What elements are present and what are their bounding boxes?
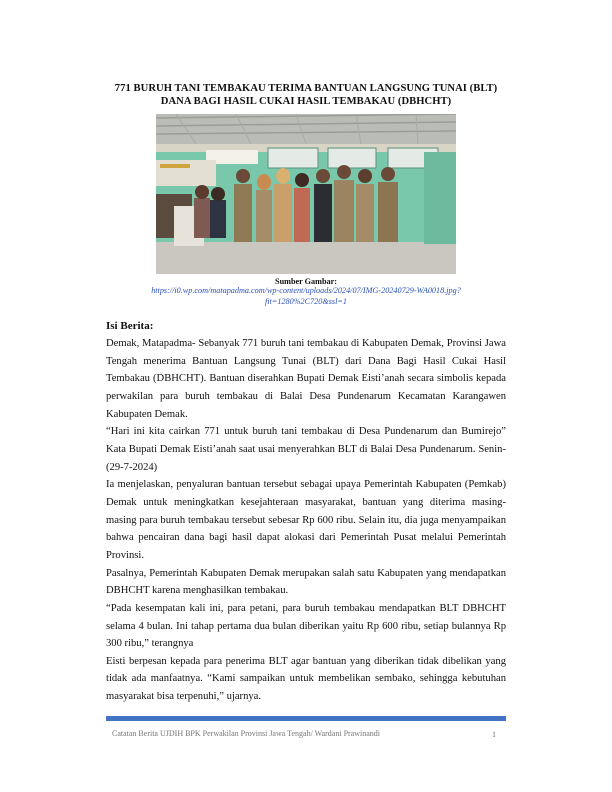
image-caption-label: Sumber Gambar: (275, 277, 337, 286)
page-number: 1 (492, 730, 496, 739)
image-source-link[interactable]: https://i0.wp.com/matapadma.com/wp-content/uploads/2024/07/IMG-20240729-WA0018.jpg?fit=1280%2C720&ssl=1 (151, 286, 461, 306)
paragraph: Pasalnya, Pemerintah Kabupaten Demak merupakan salah satu Kabupaten yang mendapatkan DBHCHT karena menghasilkan tembakau. (106, 567, 506, 597)
paragraph: “Hari ini kita cairkan 771 untuk buruh tani tembakau di Desa Pundenarum dan Bumirejo” Kata Bupati Demak Eisti’anah saat usai menyerahkan BLT di Balai Desa Pundenarum. Senin- (29-7-2024) (106, 426, 506, 473)
article-title: 771 BURUH TANI TEMBAKAU TERIMA BANTUAN LANGSUNG TUNAI (BLT) DANA BAGI HASIL CUKAI HASIL TEMBAKAU (DBHCHT) (114, 83, 498, 107)
footer-text: Catatan Berita UJDIH BPK Perwakilan Provinsi Jawa Tengah/ Wardani Prawinandi (112, 729, 381, 738)
paragraph: “Pada kesempatan kali ini, para petani, para buruh tembakau mendapatkan BLT DBHCHT selama 4 bulan. Ini tahap pertama dua bulan diberikan yaitu Rp 600 ribu, setiap bulannya Rp 300 ribu,” terangnya (106, 602, 506, 650)
paragraph: Demak, Matapadma- Sebanyak 771 buruh tani tembakau di Kabupaten Demak, Provinsi Jawa Tengah menerima Bantuan Langsung Tunai (BLT) dari Dana Bagi Hasil Cukai Hasil Tembakau (DBHCHT). Bantuan diserahkan Bupati Demak Eisti’anah secara simbolis kepada perwakilan para buruh tembakau di Balai Desa Pundenarum Kecamatan Karangawen Kabupaten Demak. (106, 338, 506, 420)
paragraph: Ia menjelaskan, penyaluran bantuan tersebut sebagai upaya Pemerintah Kabupaten (Pemkab) Demak untuk meningkatkan kesejahteraan masyarakat, bantuan yang diterima masing- masing para buruh tembakau tersebut sebesar Rp 600 ribu. Selain itu, dia juga menyampaikan bahwa pencairan dana bagi hasil dapat alokasi dari Pemerintah Pusat melalui Pemerintah Provinsi. (106, 479, 506, 561)
content-heading: Isi Berita: (106, 320, 154, 332)
paragraph: Eisti berpesan kepada para penerima BLT agar bantuan yang diberikan tidak dibelikan yang tidak ada manfaatnya. “Kami sampaikan untuk membelikan sembako, sehingga kebutuhan masyarakat bisa terpenuhi,” ujarnya. (106, 655, 506, 703)
news-photo (156, 114, 456, 274)
footer-divider (106, 716, 506, 721)
article-body (106, 335, 506, 706)
